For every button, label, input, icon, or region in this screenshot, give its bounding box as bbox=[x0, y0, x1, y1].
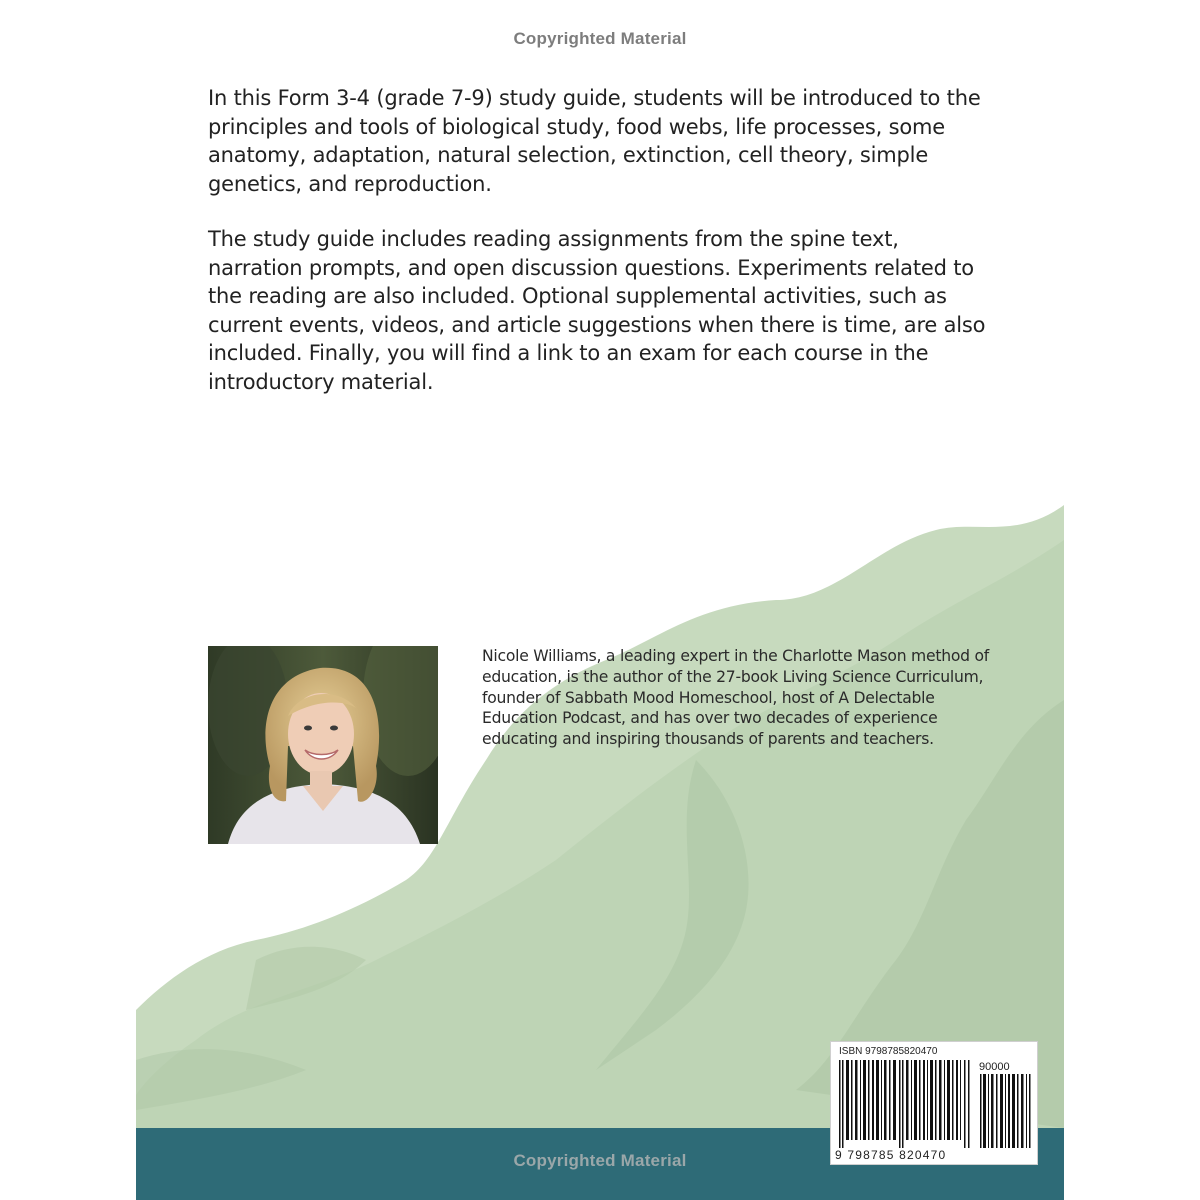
author-bio: Nicole Williams, a leading expert in the Charlotte Mason method of education, is the author of the 27-book Living Science Curriculum, founder of Sabbath Mood Homeschool, host of A Delectable Education Podcast, and has over two decades of experience educating and inspiring thousands of parents and teachers. bbox=[482, 647, 990, 749]
isbn-barcode bbox=[830, 1041, 1038, 1165]
back-cover bbox=[136, 0, 1064, 1200]
author-photo bbox=[208, 646, 438, 844]
ean-barcode-bars bbox=[837, 1060, 973, 1148]
copyright-watermark-bottom: Copyrighted Material bbox=[513, 1151, 687, 1170]
copyright-watermark-top: Copyrighted Material bbox=[513, 29, 687, 48]
price-code: 90000 bbox=[979, 1061, 1010, 1073]
addon-barcode-bars bbox=[979, 1074, 1031, 1148]
description-paragraph-2: The study guide includes reading assignments from the spine text, narration prompts, and open discussion questions. Experiments related to the reading are also included. Optional supplemental activities, such as current events, videos, and article suggestions when there is time, are also included. Finally, you will find a link to an exam for each course in the introductory material. bbox=[208, 227, 986, 394]
isbn-label: ISBN 9798785820470 bbox=[839, 1046, 938, 1057]
ean-digits: 9 798785 820470 bbox=[835, 1148, 947, 1162]
description-paragraph-1: In this Form 3-4 (grade 7-9) study guide, students will be introduced to the principles and tools of biological study, food webs, life processes, some anatomy, adaptation, natural selection, extinction, cell theory, simple genetics, and reproduction. bbox=[208, 86, 981, 196]
